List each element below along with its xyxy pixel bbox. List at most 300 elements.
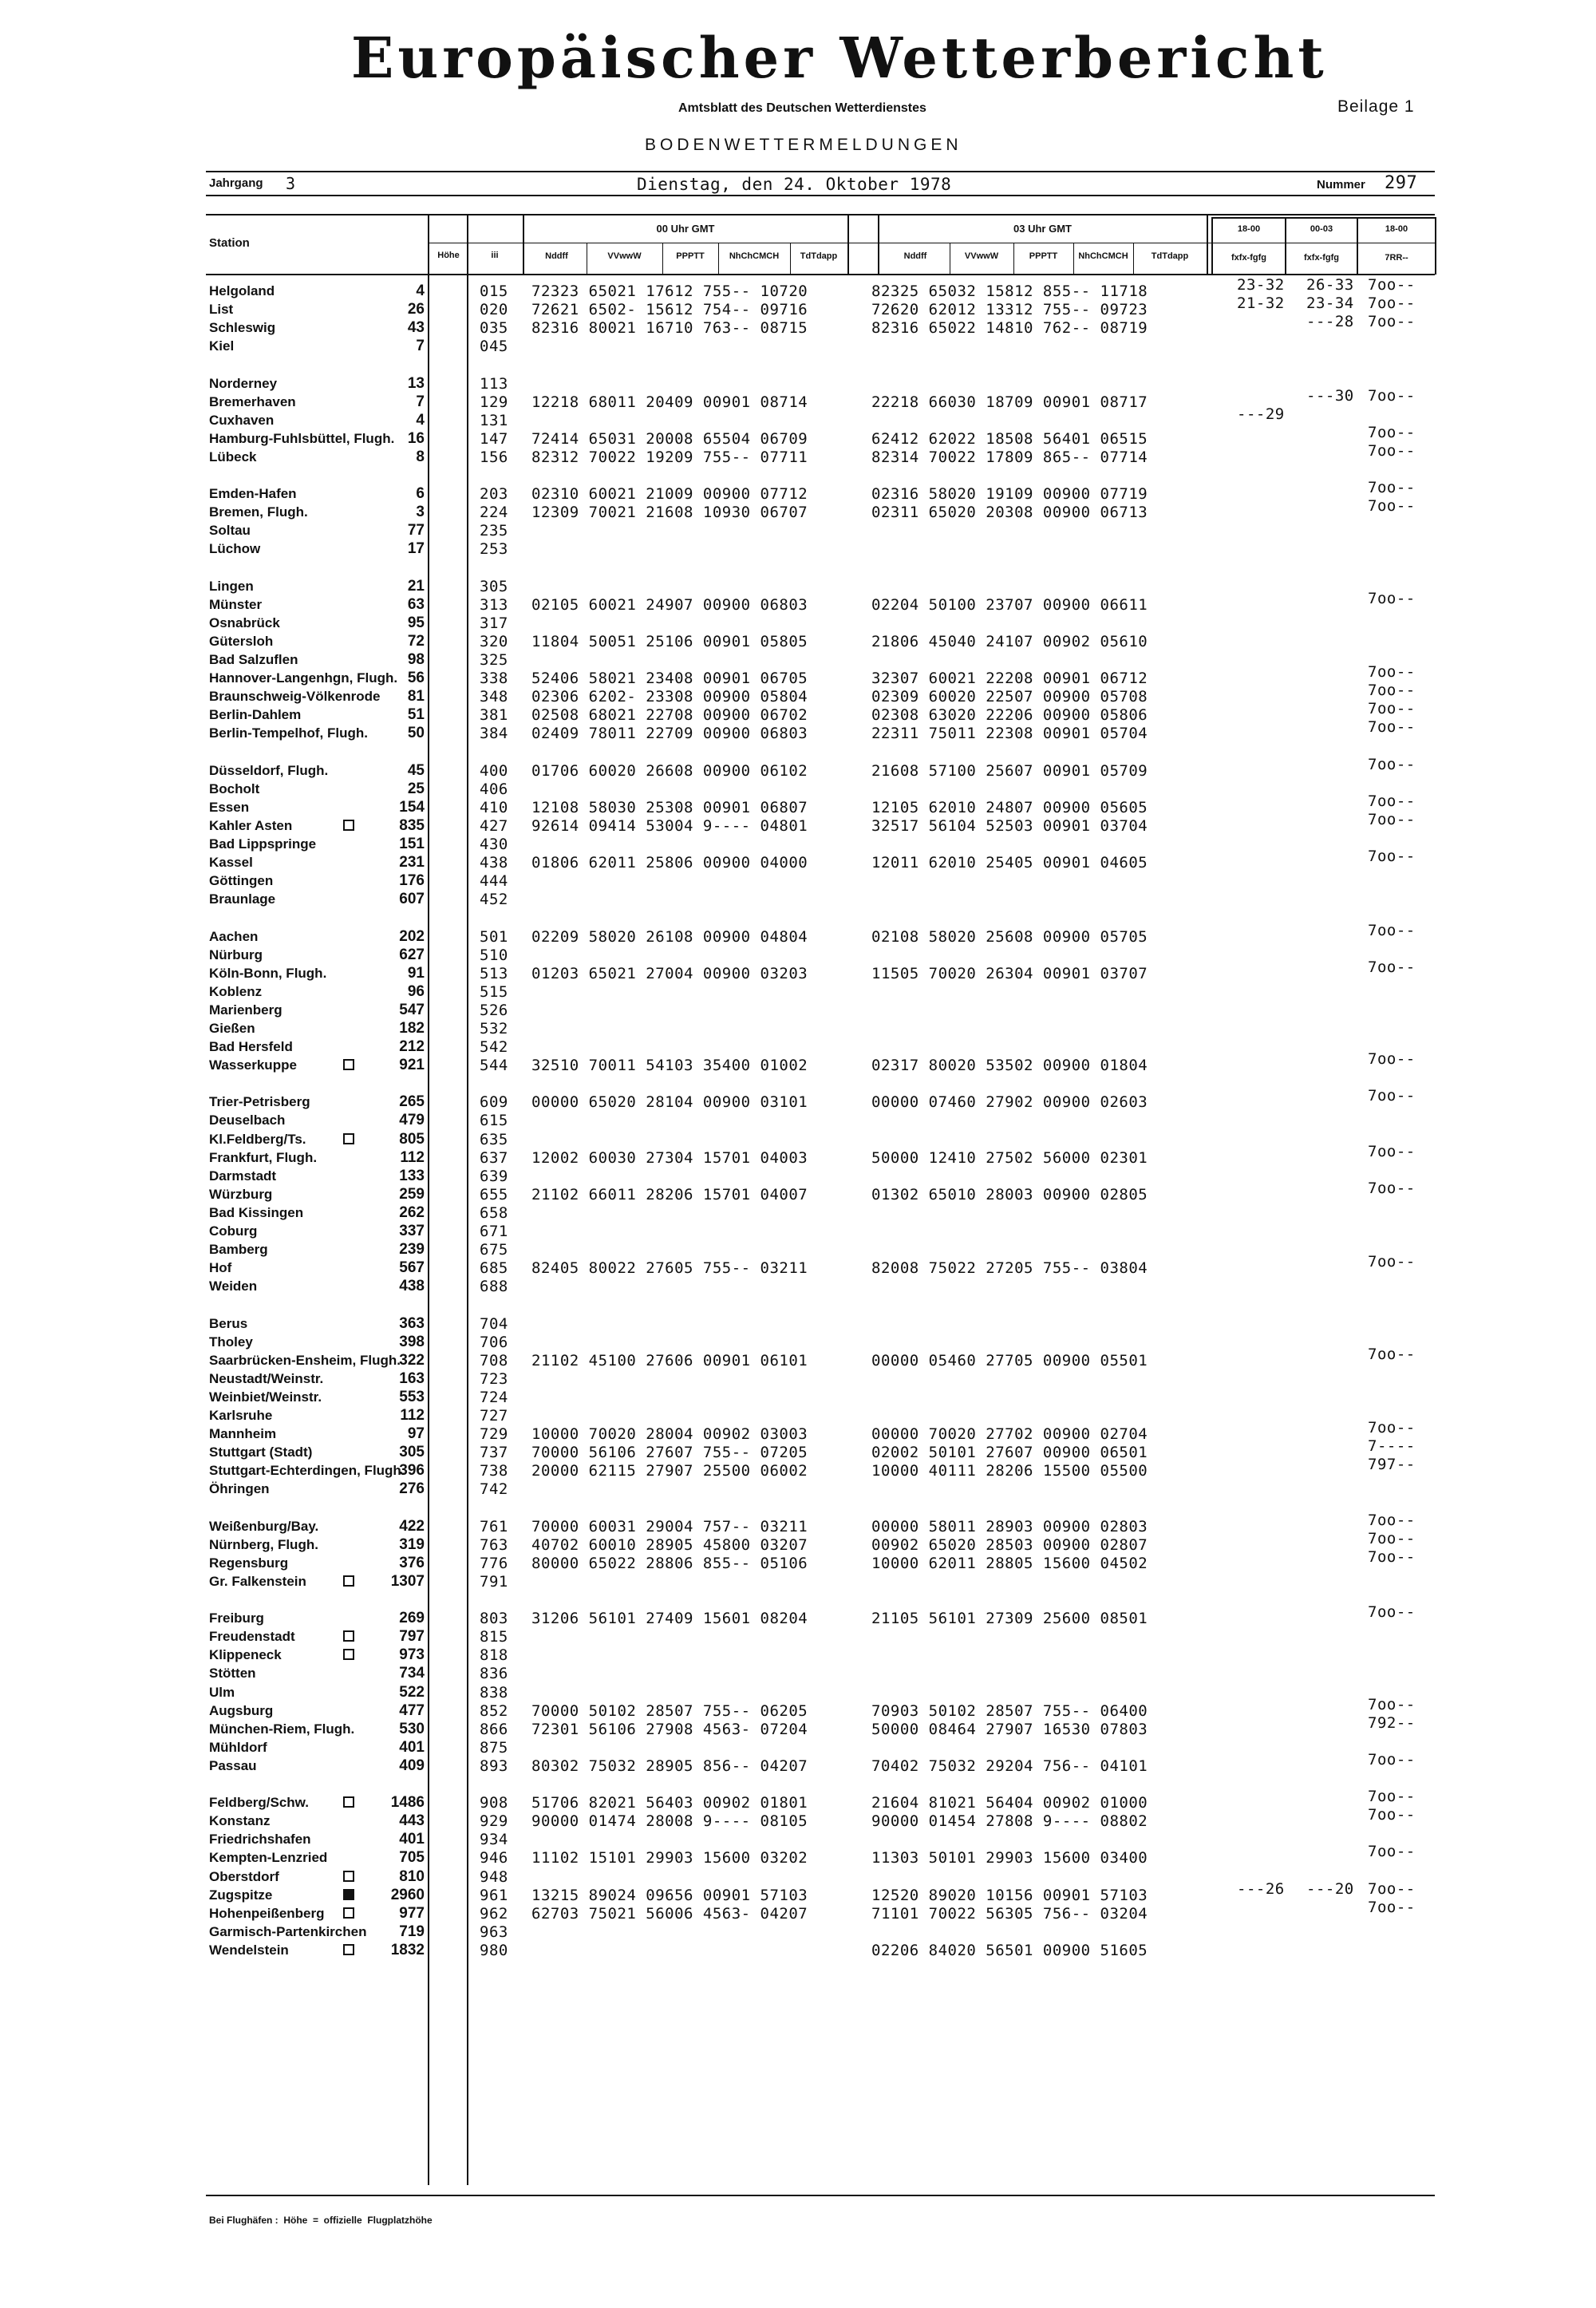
station-iii: 501 [480, 928, 508, 946]
footer-rule [206, 2195, 1435, 2196]
station-name: Passau [209, 1758, 257, 1773]
station-iii: 706 [480, 1334, 508, 1351]
station-marker-icon [343, 1133, 354, 1144]
station-name: Braunlage [209, 891, 276, 907]
station-name: Hohenpeißenberg [209, 1906, 325, 1921]
station-name: Berlin-Tempelhof, Flugh. [209, 725, 368, 741]
station-height: 231 [399, 854, 425, 871]
obs-03utc: 02108 58020 25608 00900 05705 [871, 928, 1148, 946]
station-name: Saarbrücken-Ensheim, Flugh. [209, 1353, 401, 1368]
gust-18-00: 21-32 [1237, 294, 1285, 312]
station-iii: 113 [480, 375, 508, 393]
gust-00-03: 26-33 [1306, 276, 1354, 294]
station-name: Würzburg [209, 1187, 273, 1202]
station-height: 443 [399, 1812, 425, 1829]
station-name: Freudenstadt [209, 1629, 295, 1644]
station-iii: 444 [480, 872, 508, 890]
group-00-header: 00 Uhr GMT [656, 223, 715, 235]
station-name: Weißenburg/Bay. [209, 1519, 319, 1534]
station-height: 182 [399, 1020, 425, 1037]
obs-00utc: 12108 58030 25308 00901 06807 [531, 799, 808, 816]
station-iii: 609 [480, 1093, 508, 1111]
obs-00utc: 12002 60030 27304 15701 04003 [531, 1149, 808, 1167]
station-iii: 836 [480, 1665, 508, 1682]
station-name: Kassel [209, 855, 253, 870]
obs-03utc: 21105 56101 27309 25600 08501 [871, 1610, 1148, 1627]
station-height: 322 [399, 1352, 425, 1369]
date-bar-top-rule [206, 171, 1435, 172]
rain-group: 7oo-- [1368, 276, 1416, 294]
footer-note: Bei Flughäfen : Höhe = offizielle Flugplatzhöhe [209, 2215, 433, 2226]
station-height: 96 [407, 983, 425, 1000]
station-height: 376 [399, 1555, 425, 1571]
obs-00utc: 92614 09414 53004 9---- 04801 [531, 817, 808, 835]
obs-03utc: 82316 65022 14810 762-- 08719 [871, 319, 1148, 337]
station-iii: 962 [480, 1905, 508, 1923]
volume-label: Jahrgang [209, 176, 263, 190]
station-name: Emden-Hafen [209, 486, 297, 501]
rain-group: 7oo-- [1368, 811, 1416, 828]
station-iii: 381 [480, 706, 508, 724]
station-height: 363 [399, 1315, 425, 1332]
col03-header: NhChCMCH [1078, 251, 1128, 261]
station-height: 396 [399, 1462, 425, 1479]
station-iii: 384 [480, 725, 508, 742]
station-name: Darmstadt [209, 1168, 277, 1184]
station-iii: 544 [480, 1057, 508, 1074]
station-height: 438 [399, 1278, 425, 1294]
station-iii: 818 [480, 1646, 508, 1664]
obs-00utc: 82312 70022 19209 755-- 07711 [531, 449, 808, 466]
station-height: 705 [399, 1849, 425, 1866]
station-marker-icon [343, 1649, 354, 1660]
station-height: 4 [416, 283, 425, 299]
station-iii: 708 [480, 1352, 508, 1369]
obs-00utc: 12218 68011 20409 00901 08714 [531, 393, 808, 411]
rain-group: 7oo-- [1368, 1806, 1416, 1824]
obs-03utc: 32517 56104 52503 00901 03704 [871, 817, 1148, 835]
station-height: 81 [407, 688, 425, 705]
obs-03utc: 21604 81021 56404 00902 01000 [871, 1794, 1148, 1812]
station-name: Konstanz [209, 1813, 271, 1828]
station-iii: 791 [480, 1573, 508, 1591]
obs-00utc: 02409 78011 22709 00900 06803 [531, 725, 808, 742]
obs-00utc: 72621 6502- 15612 754-- 09716 [531, 301, 808, 318]
station-name: Osnabrück [209, 615, 280, 630]
obs-03utc: 62412 62022 18508 56401 06515 [871, 430, 1148, 448]
rain-group: 7oo-- [1368, 294, 1416, 312]
obs-03utc: 50000 12410 27502 56000 02301 [871, 1149, 1148, 1167]
station-marker-icon [343, 1796, 354, 1808]
obs-00utc: 02310 60021 21009 00900 07712 [531, 485, 808, 503]
station-name: Tholey [209, 1334, 253, 1350]
station-height: 13 [407, 375, 425, 392]
station-marker-icon [343, 820, 354, 831]
station-name: Bad Kissingen [209, 1205, 304, 1220]
number-value: 297 [1385, 173, 1418, 193]
rain-group: 7oo-- [1368, 718, 1416, 736]
station-height: 77 [407, 522, 425, 539]
station-height: 719 [399, 1923, 425, 1940]
station-name: München-Riem, Flugh. [209, 1721, 355, 1737]
station-height: 977 [399, 1905, 425, 1922]
station-height: 734 [399, 1665, 425, 1682]
station-iii: 929 [480, 1812, 508, 1830]
station-height: 45 [407, 762, 425, 779]
obs-03utc: 72620 62012 13312 755-- 09723 [871, 301, 1148, 318]
station-name: Freiburg [209, 1610, 264, 1626]
station-height: 3 [416, 504, 425, 520]
station-name: Weinbiet/Weinstr. [209, 1389, 322, 1405]
obs-00utc: 01706 60020 26608 00900 06102 [531, 762, 808, 780]
section-title: BODENWETTERMELDUNGEN [645, 136, 962, 154]
station-iii: 963 [480, 1923, 508, 1941]
rain-group: 7oo-- [1368, 442, 1416, 460]
station-name: Soltau [209, 523, 251, 538]
station-iii: 406 [480, 781, 508, 798]
obs-03utc: 02309 60020 22507 00900 05708 [871, 688, 1148, 705]
rain-group: 7oo-- [1368, 663, 1416, 681]
station-height: 1307 [390, 1573, 425, 1590]
rain-group: 7oo-- [1368, 1696, 1416, 1713]
obs-00utc: 82405 80022 27605 755-- 03211 [531, 1259, 808, 1277]
obs-00utc: 90000 01474 28008 9---- 08105 [531, 1812, 808, 1830]
station-name: Bad Lippspringe [209, 836, 317, 852]
station-name: Oberstdorf [209, 1869, 279, 1884]
obs-00utc: 72323 65021 17612 755-- 10720 [531, 283, 808, 300]
station-height: 7 [416, 393, 425, 410]
obs-00utc: 11804 50051 25106 00901 05805 [531, 633, 808, 650]
rain-group: 7oo-- [1368, 590, 1416, 607]
station-name: Kiel [209, 338, 235, 354]
obs-00utc: 32510 70011 54103 35400 01002 [531, 1057, 808, 1074]
station-name: Neustadt/Weinstr. [209, 1371, 324, 1386]
station-height: 16 [407, 430, 425, 447]
station-iii: 513 [480, 965, 508, 982]
rain-group: 7oo-- [1368, 1843, 1416, 1860]
gust-18-00: ---26 [1237, 1880, 1285, 1898]
obs-00utc: 02105 60021 24907 00900 06803 [531, 596, 808, 614]
obs-00utc: 11102 15101 29903 15600 03202 [531, 1849, 808, 1867]
col03-header: PPPTT [1029, 251, 1058, 261]
station-height: 319 [399, 1536, 425, 1553]
obs-00utc: 72414 65031 20008 65504 06709 [531, 430, 808, 448]
rain-group: 7oo-- [1368, 1880, 1416, 1898]
right-col-top-header: 18-00 [1237, 224, 1261, 234]
obs-00utc: 02306 6202- 23308 00900 05804 [531, 688, 808, 705]
obs-00utc: 51706 82021 56403 00902 01801 [531, 1794, 808, 1812]
rain-group: 7oo-- [1368, 1548, 1416, 1566]
station-iii: 203 [480, 485, 508, 503]
rain-group: 7oo-- [1368, 1899, 1416, 1916]
station-iii: 852 [480, 1702, 508, 1720]
station-iii: 723 [480, 1370, 508, 1388]
gust-00-03: ---28 [1306, 313, 1354, 330]
station-iii: 961 [480, 1887, 508, 1904]
station-iii: 452 [480, 891, 508, 908]
station-height: 422 [399, 1518, 425, 1535]
rain-group: 7oo-- [1368, 1751, 1416, 1769]
station-name: Feldberg/Schw. [209, 1795, 310, 1810]
station-name: Wasserkuppe [209, 1057, 297, 1073]
station-marker-icon [343, 1630, 354, 1642]
station-height: 259 [399, 1186, 425, 1203]
station-iii: 045 [480, 338, 508, 355]
gust-00-03: ---20 [1306, 1880, 1354, 1898]
station-name: Bocholt [209, 781, 260, 796]
station-height: 1486 [390, 1794, 425, 1811]
obs-00utc: 20000 62115 27907 25500 06002 [531, 1462, 808, 1480]
obs-03utc: 02316 58020 19109 00900 07719 [871, 485, 1148, 503]
station-height: 163 [399, 1370, 425, 1387]
station-height: 7 [416, 338, 425, 354]
station-iii: 348 [480, 688, 508, 705]
report-subtitle: Amtsblatt des Deutschen Wetterdienstes [678, 101, 926, 115]
station-name: List [209, 302, 234, 317]
station-name: Deuselbach [209, 1113, 286, 1128]
obs-03utc: 10000 62011 28805 15600 04502 [871, 1555, 1148, 1572]
obs-00utc: 80000 65022 28806 855-- 05106 [531, 1555, 808, 1572]
station-name: Hannover-Langenhgn, Flugh. [209, 670, 398, 686]
station-height: 202 [399, 928, 425, 945]
obs-03utc: 00000 70020 27702 00900 02704 [871, 1425, 1148, 1443]
station-iii: 727 [480, 1407, 508, 1425]
station-name: Bad Salzuflen [209, 652, 298, 667]
station-iii: 948 [480, 1868, 508, 1886]
obs-03utc: 82325 65032 15812 855-- 11718 [871, 283, 1148, 300]
station-name: Lingen [209, 579, 254, 594]
obs-00utc: 21102 66011 28206 15701 04007 [531, 1186, 808, 1203]
station-height: 835 [399, 817, 425, 834]
obs-00utc: 52406 58021 23408 00901 06705 [531, 670, 808, 687]
station-height: 26 [407, 301, 425, 318]
station-iii: 724 [480, 1389, 508, 1406]
station-iii: 737 [480, 1444, 508, 1461]
station-iii: 532 [480, 1020, 508, 1037]
station-iii: 224 [480, 504, 508, 521]
station-iii: 020 [480, 301, 508, 318]
station-marker-filled-icon [343, 1889, 354, 1900]
station-name: Stötten [209, 1666, 256, 1681]
obs-00utc: 31206 56101 27409 15601 08204 [531, 1610, 808, 1627]
rain-group: 7oo-- [1368, 424, 1416, 441]
station-iii: 658 [480, 1204, 508, 1222]
rain-group: 7oo-- [1368, 1530, 1416, 1547]
station-name: Nürburg [209, 947, 263, 962]
station-name: Regensburg [209, 1555, 289, 1571]
station-height: 98 [407, 651, 425, 668]
station-name: Köln-Bonn, Flugh. [209, 966, 327, 981]
obs-00utc: 70000 50102 28507 755-- 06205 [531, 1702, 808, 1720]
station-height: 398 [399, 1334, 425, 1350]
obs-03utc: 70402 75032 29204 756-- 04101 [871, 1757, 1148, 1775]
station-iii: 400 [480, 762, 508, 780]
station-name: Lüchow [209, 541, 261, 556]
station-iii: 410 [480, 799, 508, 816]
station-name: Augsburg [209, 1703, 274, 1718]
station-height: 797 [399, 1628, 425, 1645]
station-name: Klippeneck [209, 1647, 282, 1662]
obs-00utc: 01806 62011 25806 00900 04000 [531, 854, 808, 871]
obs-03utc: 12520 89020 10156 00901 57103 [871, 1887, 1148, 1904]
obs-00utc: 82316 80021 16710 763-- 08715 [531, 319, 808, 337]
station-iii: 430 [480, 836, 508, 853]
rain-group: 7oo-- [1368, 958, 1416, 976]
station-height: 401 [399, 1739, 425, 1756]
station-height: 265 [399, 1093, 425, 1110]
station-height: 151 [399, 836, 425, 852]
obs-03utc: 82008 75022 27205 755-- 03804 [871, 1259, 1148, 1277]
station-name: Friedrichshafen [209, 1832, 311, 1847]
station-iii: 763 [480, 1536, 508, 1554]
rain-group: 7oo-- [1368, 313, 1416, 330]
station-height: 409 [399, 1757, 425, 1774]
rain-group: 7oo-- [1368, 1512, 1416, 1529]
station-name: Kl.Feldberg/Ts. [209, 1132, 306, 1147]
station-marker-icon [343, 1575, 354, 1587]
obs-00utc: 72301 56106 27908 4563- 07204 [531, 1721, 808, 1738]
station-height: 112 [400, 1149, 425, 1166]
station-name: Cuxhaven [209, 413, 275, 428]
obs-00utc: 02209 58020 26108 00900 04804 [531, 928, 808, 946]
obs-00utc: 62703 75021 56006 4563- 04207 [531, 1905, 808, 1923]
station-iii: 639 [480, 1168, 508, 1185]
obs-03utc: 70903 50102 28507 755-- 06400 [871, 1702, 1148, 1720]
station-height: 239 [399, 1241, 425, 1258]
station-height: 72 [407, 633, 425, 650]
station-name: Göttingen [209, 873, 274, 888]
station-height: 176 [399, 872, 425, 889]
obs-03utc: 71101 70022 56305 756-- 03204 [871, 1905, 1148, 1923]
obs-03utc: 12011 62010 25405 00901 04605 [871, 854, 1148, 871]
station-name: Berus [209, 1316, 248, 1331]
station-height: 530 [399, 1721, 425, 1737]
right-col-sub-header: fxfx-fgfg [1231, 253, 1266, 263]
obs-03utc: 21806 45040 24107 00902 05610 [871, 633, 1148, 650]
obs-00utc: 21102 45100 27606 00901 06101 [531, 1352, 808, 1369]
obs-03utc: 01302 65010 28003 00900 02805 [871, 1186, 1148, 1203]
station-height: 305 [399, 1444, 425, 1460]
station-iii: 515 [480, 983, 508, 1001]
station-marker-icon [343, 1944, 354, 1955]
station-height: 269 [399, 1610, 425, 1626]
station-name: Berlin-Dahlem [209, 707, 302, 722]
station-height: 4 [416, 412, 425, 429]
station-iii: 704 [480, 1315, 508, 1333]
rain-group: 7oo-- [1368, 756, 1416, 773]
station-name: Bremen, Flugh. [209, 504, 308, 520]
station-height: 522 [399, 1684, 425, 1701]
rain-group: 7---- [1368, 1437, 1416, 1455]
station-name: Trier-Petrisberg [209, 1094, 310, 1109]
station-name: Nürnberg, Flugh. [209, 1537, 318, 1552]
station-iii: 685 [480, 1259, 508, 1277]
station-iii: 803 [480, 1610, 508, 1627]
station-height: 25 [407, 781, 425, 797]
station-name: Schleswig [209, 320, 276, 335]
right-col-top-header: 00-03 [1310, 224, 1333, 234]
gust-00-03: ---30 [1306, 387, 1354, 405]
col00-header: VVwwW [607, 251, 642, 261]
station-height: 43 [407, 319, 425, 336]
obs-00utc: 01203 65021 27004 00900 03203 [531, 965, 808, 982]
station-iii: 893 [480, 1757, 508, 1775]
station-height: 401 [399, 1831, 425, 1848]
station-name: Norderney [209, 376, 278, 391]
station-name: Hamburg-Fuhlsbüttel, Flugh. [209, 431, 395, 446]
supplement-label: Beilage 1 [1337, 97, 1415, 116]
station-iii: 742 [480, 1480, 508, 1498]
station-height: 607 [399, 891, 425, 907]
station-iii: 338 [480, 670, 508, 687]
obs-03utc: 02311 65020 20308 00900 06713 [871, 504, 1148, 521]
obs-00utc: 13215 89024 09656 00901 57103 [531, 1887, 808, 1904]
station-height: 973 [399, 1646, 425, 1663]
col03-header: VVwwW [964, 251, 999, 261]
col00-header: PPPTT [676, 251, 705, 261]
station-height: 276 [399, 1480, 425, 1497]
station-name: Weiden [209, 1278, 258, 1294]
rain-group: 792-- [1368, 1714, 1416, 1732]
station-iii: 934 [480, 1831, 508, 1848]
station-height: 95 [407, 615, 425, 631]
station-height: 337 [399, 1223, 425, 1239]
station-height: 567 [399, 1259, 425, 1276]
station-iii: 427 [480, 817, 508, 835]
rain-group: 7oo-- [1368, 1603, 1416, 1621]
station-height: 133 [399, 1168, 425, 1184]
rain-group: 7oo-- [1368, 497, 1416, 515]
obs-00utc: 70000 56106 27607 755-- 07205 [531, 1444, 808, 1461]
obs-03utc: 21608 57100 25607 00901 05709 [871, 762, 1148, 780]
obs-03utc: 02206 84020 56501 00900 51605 [871, 1942, 1148, 1959]
station-name: Gr. Falkenstein [209, 1574, 306, 1589]
station-height: 91 [407, 965, 425, 982]
group-03-header: 03 Uhr GMT [1013, 223, 1072, 235]
station-height: 112 [400, 1407, 425, 1424]
rain-group: 7oo-- [1368, 848, 1416, 865]
station-height: 547 [399, 1002, 425, 1018]
station-iii: 866 [480, 1721, 508, 1738]
station-height: 51 [407, 706, 425, 723]
station-name: Aachen [209, 929, 259, 944]
station-iii: 980 [480, 1942, 508, 1959]
gust-00-03: 23-34 [1306, 294, 1354, 312]
station-iii: 542 [480, 1038, 508, 1056]
station-name: Öhringen [209, 1481, 270, 1496]
station-height: 479 [399, 1112, 425, 1128]
station-height: 627 [399, 947, 425, 963]
report-date: Dienstag, den 24. Oktober 1978 [637, 175, 952, 194]
station-name: Gießen [209, 1021, 255, 1036]
rain-group: 7oo-- [1368, 792, 1416, 810]
right-col-top-header: 18-00 [1385, 224, 1408, 234]
obs-03utc: 10000 40111 28206 15500 05500 [871, 1462, 1148, 1480]
station-height: 212 [399, 1038, 425, 1055]
station-iii: 635 [480, 1131, 508, 1148]
station-iii: 147 [480, 430, 508, 448]
station-iii: 129 [480, 393, 508, 411]
rain-group: 7oo-- [1368, 387, 1416, 405]
col00-header: NhChCMCH [729, 251, 780, 261]
station-name: Lübeck [209, 449, 257, 464]
station-iii: 305 [480, 578, 508, 595]
station-iii: 131 [480, 412, 508, 429]
station-height: 17 [407, 540, 425, 557]
station-name: Bad Hersfeld [209, 1039, 293, 1054]
obs-03utc: 00902 65020 28503 00900 02807 [871, 1536, 1148, 1554]
station-height: 8 [416, 449, 425, 465]
